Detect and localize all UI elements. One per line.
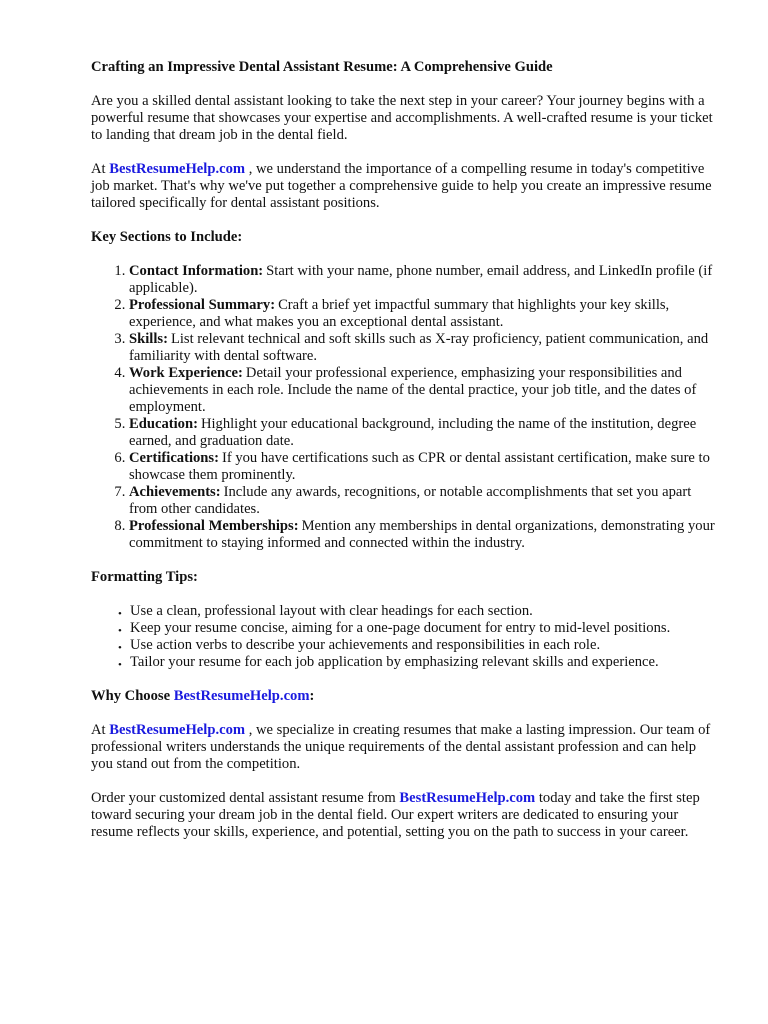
key-sections-list	[91, 263, 721, 552]
key-sections-heading: Key Sections to Include:	[91, 229, 243, 245]
bullet-icon: •	[118, 642, 122, 654]
paragraph-prefix: At	[91, 161, 106, 177]
list-item	[129, 450, 721, 484]
brand-link[interactable]: BestResumeHelp.com	[399, 790, 536, 806]
item-text: Include any awards, recognitions, or notable accomplishments that set you apart from other candidates.	[129, 484, 692, 517]
paragraph-text: , we specialize in creating resumes that make a lasting impression. Our team of professional writers understands the unique requirements of the dental assistant profession and can help you stand out from the competition.	[91, 722, 711, 772]
list-item	[129, 365, 721, 416]
list-item	[129, 518, 721, 552]
item-label: Work Experience:	[129, 365, 243, 381]
item-label: Contact Information:	[129, 263, 264, 279]
item-text: Mention any memberships in dental organizations, demonstrating your commitment to staying informed and connected within the industry.	[129, 518, 715, 551]
list-item	[129, 263, 721, 297]
list-item	[118, 603, 721, 620]
brand-link[interactable]: BestResumeHelp.com	[109, 161, 246, 177]
item-text: Craft a brief yet impactful summary that highlights your key skills, experience, and what makes you an exceptional dental assistant.	[129, 297, 670, 330]
item-label: Certifications:	[129, 450, 219, 466]
item-text: If you have certifications such as CPR or dental assistant certification, make sure to showcase them prominently.	[129, 450, 710, 483]
paragraph-prefix: At	[91, 722, 106, 738]
brand-link[interactable]: BestResumeHelp.com	[173, 688, 310, 704]
item-label: Achievements:	[129, 484, 221, 500]
bullet-icon: •	[118, 625, 122, 637]
item-text: Detail your professional experience, emphasizing your responsibilities and achievements in each role. Include the name of the dental practice, your job title, and the dates of employment.	[129, 365, 697, 415]
order-paragraph	[91, 790, 721, 841]
list-item	[129, 331, 721, 365]
item-label: Education:	[129, 416, 198, 432]
paragraph-text: today and take the first step toward securing your dream job in the dental field. Our expert writers are dedicated to ensuring your resume reflects your skills, experience, and potential, setting you on the path to success in your career.	[91, 790, 700, 840]
formatting-tips-heading: Formatting Tips:	[91, 569, 198, 585]
item-text: Highlight your educational background, including the name of the institution, degree earned, and graduation date.	[129, 416, 697, 449]
brand-link[interactable]: BestResumeHelp.com	[109, 722, 246, 738]
item-label: Professional Summary:	[129, 297, 276, 313]
heading-prefix: Why Choose	[91, 688, 171, 704]
list-item	[129, 484, 721, 518]
list-item	[118, 637, 721, 654]
item-text: List relevant technical and soft skills such as X-ray proficiency, patient communication, and familiarity with dental software.	[129, 331, 709, 364]
list-item	[129, 297, 721, 331]
heading-suffix: :	[309, 688, 315, 704]
item-text: Start with your name, phone number, email address, and LinkedIn profile (if applicable).	[129, 263, 713, 296]
tip-text: Use a clean, professional layout with clear headings for each section.	[130, 603, 533, 619]
list-item	[118, 654, 721, 671]
tip-text: Use action verbs to describe your achievements and responsibilities in each role.	[130, 637, 601, 653]
company-intro-paragraph	[91, 161, 721, 212]
tip-text: Tailor your resume for each job application by emphasizing relevant skills and experience.	[130, 654, 659, 670]
why-choose-heading	[91, 688, 721, 705]
paragraph-text: , we understand the importance of a compelling resume in today's competitive job market. That's why we've put together a comprehensive guide to help you create an impressive resume tailored specifically for dental assistant positions.	[91, 161, 712, 211]
item-label: Skills:	[129, 331, 168, 347]
intro-paragraph: Are you a skilled dental assistant looking to take the next step in your career? Your journey begins with a powerful resume that showcases your expertise and accomplishments. A well-crafted resume is your ticket to landing that dream job in the dental field.	[91, 93, 713, 143]
item-label: Professional Memberships:	[129, 518, 299, 534]
list-item	[118, 620, 721, 637]
list-item	[129, 416, 721, 450]
formatting-tips-list	[91, 603, 721, 671]
bullet-icon: •	[118, 659, 122, 671]
bullet-icon: •	[118, 608, 122, 620]
tip-text: Keep your resume concise, aiming for a one-page document for entry to mid-level positions.	[130, 620, 671, 636]
document-page	[91, 59, 721, 858]
page-title: Crafting an Impressive Dental Assistant Resume: A Comprehensive Guide	[91, 59, 553, 75]
why-paragraph	[91, 722, 721, 773]
paragraph-prefix: Order your customized dental assistant resume from	[91, 790, 396, 806]
